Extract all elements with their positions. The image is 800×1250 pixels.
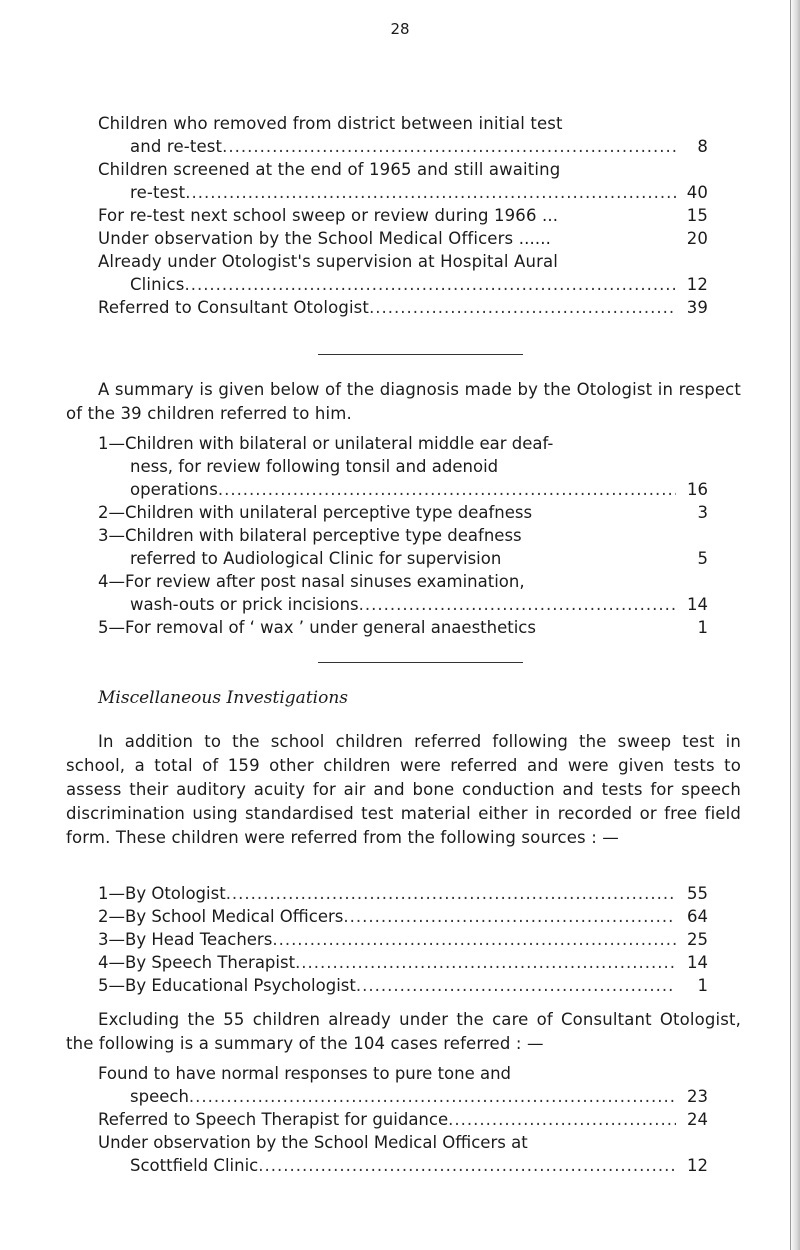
list-item: Referred to Speech Therapist for guidance ..... 24	[98, 1108, 708, 1131]
excluding-paragraph: Excluding the 55 children already under the care of Consultant Otologist, the following is a summary of the 104 cases referred : —	[66, 1010, 741, 1053]
table-row: Already under Otologist's supervision at Hospital Aural	[98, 252, 558, 271]
table-row: Children screened at the end of 1965 and still awaiting	[98, 160, 561, 179]
list-item: 1—By Otologist ..... 55	[98, 882, 708, 905]
sources-list	[98, 882, 708, 997]
list-item: Under observation by the School Medical Officers at	[98, 1133, 528, 1152]
outcomes-list: Found to have normal responses to pure tone and speech ..... 23 Referred to Speech Therapist for guidance ..... 24 Under observation by the School Medical Officers at Scottfield Clinic ..... 12	[98, 1062, 708, 1177]
page-edge-shadow	[790, 0, 800, 1250]
list-item: 3—By Head Teachers ..... 25	[98, 928, 708, 951]
list-item: 4 — For review after post nasal sinuses examination,	[98, 572, 525, 591]
section-heading: Miscellaneous Investigations	[98, 688, 348, 708]
list-item: 5—For removal of ‘ wax ’ under general anaesthetics 1	[98, 618, 708, 637]
list-item: 5—By Educational Psychologist ..... 1	[98, 974, 708, 997]
summary-paragraph: A summary is given below of the diagnosis made by the Otologist in respect of the 39 children referred to him.	[66, 380, 741, 423]
list-item: 2—By School Medical Officers ..... 64	[98, 905, 708, 928]
list-item: 2—Children with unilateral perceptive type deafness 3	[98, 503, 708, 522]
list-item: Found to have normal responses to pure tone and	[98, 1064, 512, 1083]
misc-paragraph: In addition to the school children referred following the sweep test in school, a total of 159 other children were referred and were given tests to assess their auditory acuity for air and bone conduction and tests for speech discrimination using standardised test material either in recorded or free field form. These children were referred from the following sources : —	[66, 732, 741, 847]
table-row: re-test ..... 40	[98, 181, 708, 204]
list-item: 1 — Children with bilateral or unilateral middle ear deaf-	[98, 434, 554, 453]
section-divider	[318, 354, 523, 355]
section-divider	[318, 662, 523, 663]
page-number: 28	[390, 20, 410, 38]
table-row: Referred to Consultant Otologist ..... 39	[98, 296, 708, 319]
table-row: Children who removed from district between initial test	[98, 114, 563, 133]
page-edge-line	[790, 0, 791, 1250]
list-item: 4—By Speech Therapist ..... 14	[98, 951, 708, 974]
table-row: For re-test next school sweep or review during 1966 ... 15	[98, 206, 708, 225]
table-row: Under observation by the School Medical Officers ...... 20	[98, 229, 708, 248]
list-item: 3 — Children with bilateral perceptive type deafness	[98, 526, 522, 545]
diagnosis-list: 1 — Children with bilateral or unilateral middle ear deaf- ness, for review following tonsil and adenoid operations ..... 16 2—Children with unilateral perceptive type deafness 3 3 — Children with bilateral perceptive type deafness referred to Audiological Clinic for supervision 5 4 — For review after post nasal sinuses examination, wash-outs or prick incisions ..... 14 5—For removal of ‘ wax ’ under general anaesthetics 1	[98, 432, 708, 639]
referral-status-table	[98, 112, 708, 319]
table-row: and re-test ..... 8	[98, 135, 708, 158]
table-row: Clinics ..... 12	[98, 273, 708, 296]
